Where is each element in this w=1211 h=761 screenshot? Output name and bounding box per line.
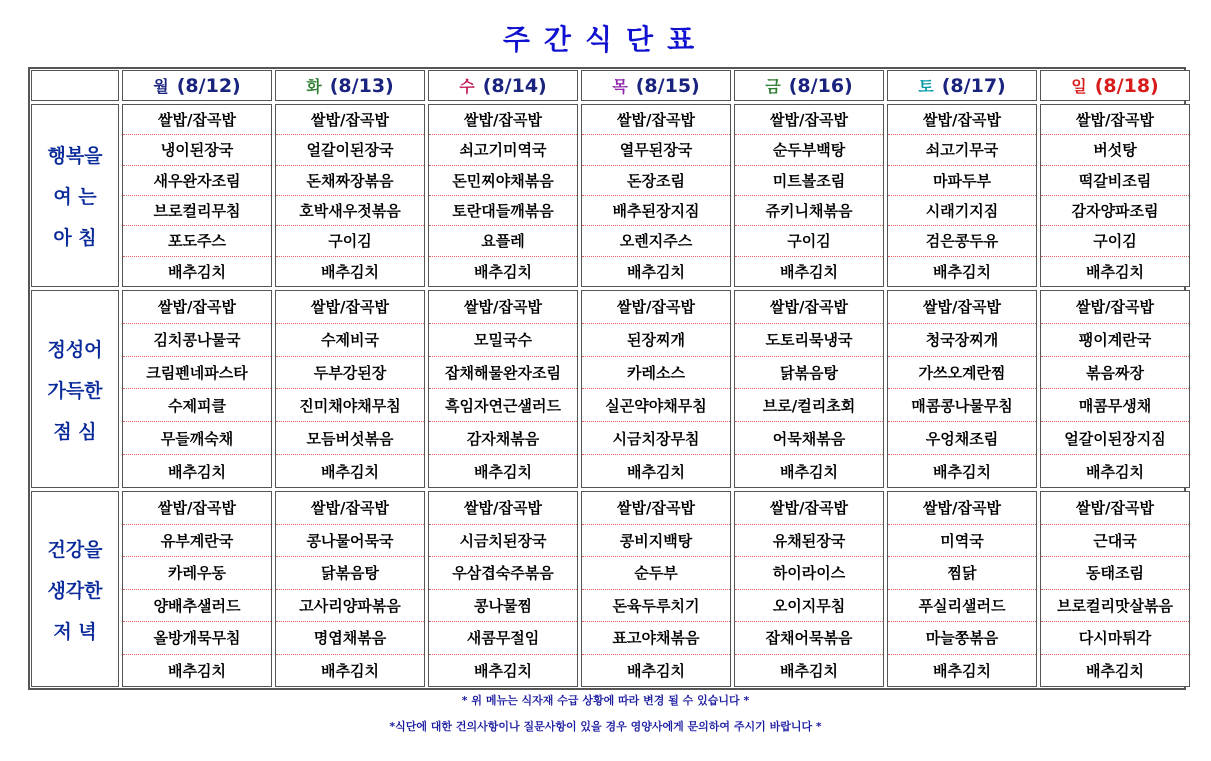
menu-item: 쇠고기미역국 [429, 135, 577, 165]
menu-item: 쌀밥/잡곡밥 [429, 105, 577, 135]
menu-item: 김치콩나물국 [123, 324, 271, 357]
menu-item: 배추김치 [474, 462, 532, 481]
menu-item: 모밀국수 [429, 324, 577, 357]
menu-item: 쌀밥/잡곡밥 [888, 291, 1036, 324]
menu-item: 팽이계란국 [1041, 324, 1189, 357]
day-date: (8/18) [1094, 74, 1159, 97]
menu-item: 배추된장지짐 [582, 196, 730, 226]
menu-item: 콩나물어묵국 [276, 525, 424, 558]
menu-item: 수제비국 [276, 324, 424, 357]
menu-item: 콩비지백탕 [582, 525, 730, 558]
menu-item: 무들깨숙채 [123, 422, 271, 455]
menu-cell [1040, 491, 1190, 687]
menu-item: 올방개묵무침 [123, 622, 271, 655]
menu-item: 배추김치 [168, 262, 226, 281]
menu-item: 쌀밥/잡곡밥 [276, 291, 424, 324]
menu-cell [428, 290, 578, 488]
menu-item: 얼갈이된장지짐 [1041, 422, 1189, 455]
menu-item: 배추김치 [780, 462, 838, 481]
menu-item: 배추김치 [933, 262, 991, 281]
day-header [428, 70, 578, 101]
menu-item: 돈육두루치기 [582, 590, 730, 623]
day-icon: 화 [306, 77, 322, 96]
menu-item: 배추김치 [1086, 262, 1144, 281]
day-date: (8/14) [482, 74, 547, 97]
page-title: 주간식단표 [502, 23, 709, 56]
menu-item: 호박새우젓볶음 [276, 196, 424, 226]
meal-label-line: 점 심 [53, 420, 97, 443]
menu-item: 요플레 [429, 226, 577, 256]
menu-item: 배추김치 [321, 262, 379, 281]
menu-item: 미트볼조림 [735, 166, 883, 196]
menu-item: 쌀밥/잡곡밥 [582, 291, 730, 324]
menu-item: 새우완자조림 [123, 166, 271, 196]
day-icon: 금 [765, 77, 781, 96]
menu-cell [1040, 290, 1190, 488]
menu-cell [887, 290, 1037, 488]
day-date: (8/15) [635, 74, 700, 97]
menu-item: 콩나물찜 [429, 590, 577, 623]
menu-item: 배추김치 [627, 462, 685, 481]
menu-item: 고사리양파볶음 [276, 590, 424, 623]
menu-item: 브로컬리맛살볶음 [1041, 590, 1189, 623]
menu-item: 감자양파조림 [1041, 196, 1189, 226]
menu-cell [122, 104, 272, 287]
menu-item: 가쓰오계란찜 [888, 357, 1036, 390]
menu-item: 잡채어묵볶음 [735, 622, 883, 655]
menu-item: 떡갈비조림 [1041, 166, 1189, 196]
menu-item: 실곤약야채무침 [582, 389, 730, 422]
day-icon: 수 [459, 77, 475, 96]
menu-item: 순두부 [582, 557, 730, 590]
corner-cell [31, 70, 119, 101]
day-date: (8/13) [329, 74, 394, 97]
menu-item: 쌀밥/잡곡밥 [276, 492, 424, 525]
menu-item: 돈장조림 [582, 166, 730, 196]
menu-cell [428, 491, 578, 687]
day-date: (8/16) [788, 74, 853, 97]
menu-cell [734, 104, 884, 287]
menu-item: 쌀밥/잡곡밥 [123, 492, 271, 525]
menu-item: 배추김치 [933, 661, 991, 680]
menu-cell [734, 491, 884, 687]
menu-item: 배추김치 [933, 462, 991, 481]
meal-label [31, 104, 119, 287]
day-header [1040, 70, 1190, 101]
menu-item: 하이라이스 [735, 557, 883, 590]
menu-item: 유부계란국 [123, 525, 271, 558]
menu-item: 쇠고기무국 [888, 135, 1036, 165]
menu-item: 닭볶음탕 [735, 357, 883, 390]
menu-cell [122, 491, 272, 687]
menu-cell [275, 104, 425, 287]
menu-item: 감자채볶음 [429, 422, 577, 455]
menu-item: 배추김치 [780, 661, 838, 680]
menu-item: 돈민찌야채볶음 [429, 166, 577, 196]
menu-item: 표고야채볶음 [582, 622, 730, 655]
menu-item: 브로컬리무침 [123, 196, 271, 226]
meal-label-line: 생각한 [47, 579, 103, 602]
menu-item: 구이김 [1041, 226, 1189, 256]
menu-item: 쌀밥/잡곡밥 [735, 492, 883, 525]
menu-table [31, 70, 1183, 687]
menu-item: 볶음짜장 [1041, 357, 1189, 390]
day-header [887, 70, 1037, 101]
meal-label-line: 건강을 [47, 538, 103, 561]
menu-item: 모듬버섯볶음 [276, 422, 424, 455]
menu-cell [1040, 104, 1190, 287]
menu-item: 카레우동 [123, 557, 271, 590]
menu-item: 시금치된장국 [429, 525, 577, 558]
meal-label [31, 491, 119, 687]
menu-item: 쌀밥/잡곡밥 [888, 105, 1036, 135]
menu-item: 배추김치 [627, 262, 685, 281]
menu-item: 양배추샐러드 [123, 590, 271, 623]
menu-item: 배추김치 [321, 462, 379, 481]
menu-item: 동태조림 [1041, 557, 1189, 590]
menu-item: 수제피클 [123, 389, 271, 422]
menu-item: 얼갈이된장국 [276, 135, 424, 165]
menu-item: 배추김치 [1086, 661, 1144, 680]
meal-label-line: 행복을 [47, 145, 103, 167]
meal-label-line: 가득한 [47, 379, 103, 402]
menu-item: 쌀밥/잡곡밥 [1041, 291, 1189, 324]
day-icon: 월 [153, 77, 169, 96]
menu-item: 버섯탕 [1041, 135, 1189, 165]
menu-cell [887, 491, 1037, 687]
menu-item: 청국장찌개 [888, 324, 1036, 357]
menu-item: 닭볶음탕 [276, 557, 424, 590]
menu-cell [275, 491, 425, 687]
menu-item: 포도주스 [123, 226, 271, 256]
menu-item: 열무된장국 [582, 135, 730, 165]
menu-item: 크림펜네파스타 [123, 357, 271, 390]
menu-item: 쌀밥/잡곡밥 [735, 105, 883, 135]
meal-label [31, 290, 119, 488]
menu-item: 쌀밥/잡곡밥 [582, 492, 730, 525]
menu-item: 냉이된장국 [123, 135, 271, 165]
menu-item: 구이김 [276, 226, 424, 256]
menu-item: 오이지무침 [735, 590, 883, 623]
menu-cell [275, 290, 425, 488]
note-change-notice: * 위 메뉴는 식자재 수급 상황에 따라 변경 될 수 있습니다 * [461, 694, 750, 707]
day-date: (8/12) [176, 74, 241, 97]
menu-item: 매콤콩나물무침 [888, 389, 1036, 422]
menu-item: 다시마튀각 [1041, 622, 1189, 655]
menu-item: 배추김치 [168, 661, 226, 680]
menu-cell [581, 104, 731, 287]
day-date: (8/17) [941, 74, 1006, 97]
menu-item: 매콤무생채 [1041, 389, 1189, 422]
menu-item: 배추김치 [627, 661, 685, 680]
menu-item: 명엽채볶음 [276, 622, 424, 655]
menu-item: 마파두부 [888, 166, 1036, 196]
menu-item: 어묵채볶음 [735, 422, 883, 455]
menu-item: 배추김치 [321, 661, 379, 680]
menu-item: 쌀밥/잡곡밥 [429, 492, 577, 525]
menu-item: 잡채해물완자조림 [429, 357, 577, 390]
menu-item: 진미채야채무침 [276, 389, 424, 422]
meal-label-line: 여 는 [53, 186, 97, 208]
menu-item: 토란대들깨볶음 [429, 196, 577, 226]
menu-item: 푸실리샐러드 [888, 590, 1036, 623]
menu-item: 된장찌개 [582, 324, 730, 357]
menu-item: 배추김치 [780, 262, 838, 281]
menu-cell [581, 290, 731, 488]
day-icon: 일 [1071, 77, 1087, 96]
menu-item: 쌀밥/잡곡밥 [1041, 105, 1189, 135]
menu-item: 배추김치 [474, 661, 532, 680]
menu-item: 순두부백탕 [735, 135, 883, 165]
menu-item: 쌀밥/잡곡밥 [1041, 492, 1189, 525]
day-header [275, 70, 425, 101]
menu-item: 우삼겹숙주볶음 [429, 557, 577, 590]
menu-item: 쌀밥/잡곡밥 [123, 105, 271, 135]
menu-item: 근대국 [1041, 525, 1189, 558]
day-header [122, 70, 272, 101]
menu-item: 흑임자연근샐러드 [429, 389, 577, 422]
menu-cell [734, 290, 884, 488]
menu-item: 시래기지짐 [888, 196, 1036, 226]
menu-cell [581, 491, 731, 687]
menu-item: 두부강된장 [276, 357, 424, 390]
menu-item: 찜닭 [888, 557, 1036, 590]
menu-item: 유채된장국 [735, 525, 883, 558]
menu-item: 오렌지주스 [582, 226, 730, 256]
menu-cell [122, 290, 272, 488]
menu-item: 배추김치 [168, 462, 226, 481]
menu-item: 새콤무절임 [429, 622, 577, 655]
menu-cell [428, 104, 578, 287]
menu-item: 쥬키니채볶음 [735, 196, 883, 226]
menu-item: 카레소스 [582, 357, 730, 390]
day-icon: 토 [918, 77, 934, 96]
day-header [581, 70, 731, 101]
day-header [734, 70, 884, 101]
day-icon: 목 [612, 77, 628, 96]
menu-item: 브로/컬리초회 [735, 389, 883, 422]
menu-item: 시금치장무침 [582, 422, 730, 455]
menu-item: 배추김치 [1086, 462, 1144, 481]
menu-item: 미역국 [888, 525, 1036, 558]
menu-item: 쌀밥/잡곡밥 [276, 105, 424, 135]
menu-item: 마늘쫑볶음 [888, 622, 1036, 655]
meal-label-line: 정성어 [47, 338, 103, 361]
menu-item: 쌀밥/잡곡밥 [123, 291, 271, 324]
menu-item: 쌀밥/잡곡밥 [735, 291, 883, 324]
meal-label-line: 저 녁 [53, 620, 97, 643]
menu-item: 배추김치 [474, 262, 532, 281]
menu-item: 쌀밥/잡곡밥 [582, 105, 730, 135]
menu-item: 우엉채조림 [888, 422, 1036, 455]
menu-item: 쌀밥/잡곡밥 [429, 291, 577, 324]
menu-item: 검은콩두유 [888, 226, 1036, 256]
menu-item: 구이김 [735, 226, 883, 256]
note-contact-notice: *식단에 대한 건의사항이나 질문사항이 있을 경우 영양사에게 문의하여 주시기 바랍니다 * [389, 720, 822, 733]
menu-item: 도토리묵냉국 [735, 324, 883, 357]
meal-label-line: 아 침 [53, 227, 97, 249]
menu-item: 돈채짜장볶음 [276, 166, 424, 196]
menu-cell [887, 104, 1037, 287]
menu-item: 쌀밥/잡곡밥 [888, 492, 1036, 525]
